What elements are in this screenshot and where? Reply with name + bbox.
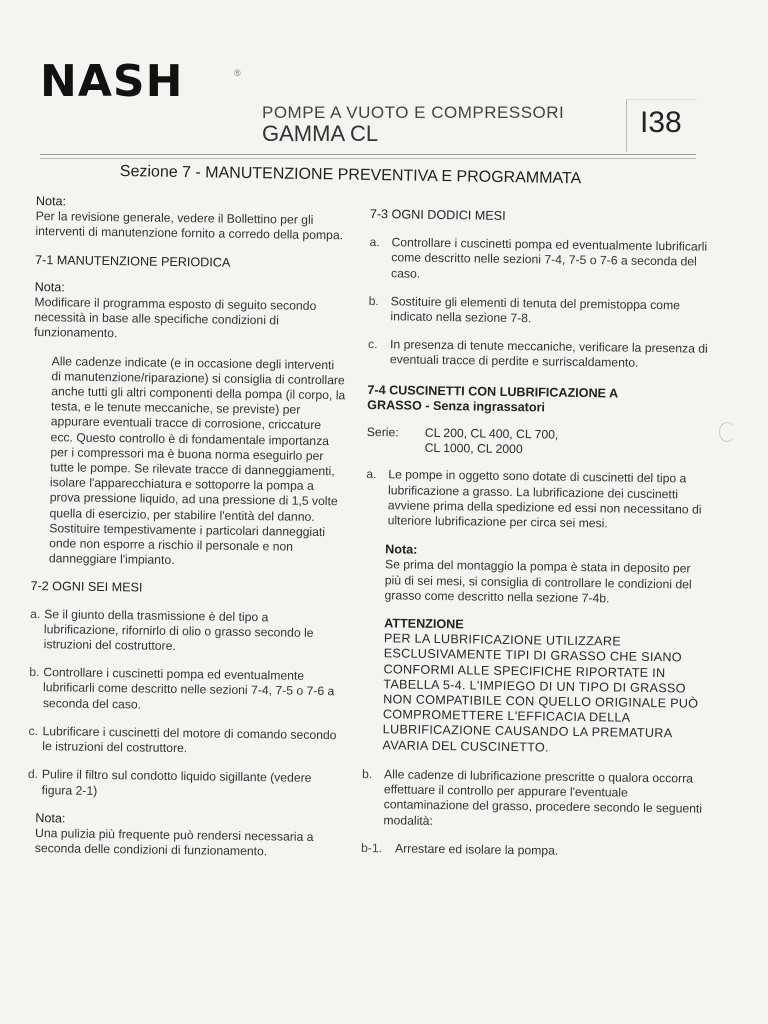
note-block	[27, 811, 340, 861]
note-label: Nota:	[34, 279, 65, 295]
header-rule	[40, 154, 696, 155]
list-7-3	[368, 235, 715, 372]
list-item-text: Controllare i cuscinetti pompa ed eventualmente lubrificarli come descritto nelle sezioni 7-4, 7-5 o 7-6 a seconda del caso.	[42, 665, 335, 712]
list-item	[28, 767, 340, 802]
list-item	[361, 841, 706, 861]
list-item-label: b-1.	[360, 840, 383, 855]
series-label: Serie:	[366, 425, 399, 440]
list-item-label: a.	[366, 467, 377, 482]
warning-label: ATTENZIONE	[384, 616, 464, 632]
list-item	[368, 294, 713, 329]
list-item-text: Pulire il filtro sul condotto liquido sigillante (vedere figura 2-1)	[41, 767, 312, 798]
header-subtitle-line1: POMPE A VUOTO E COMPRESSORI	[262, 103, 565, 122]
list-item	[369, 235, 715, 285]
list-item	[28, 724, 340, 759]
doc-number: I38	[640, 106, 682, 139]
list-item-text: In presenza di tenute meccaniche, verificare la presenza di eventuali tracce di perdite e surriscaldamento.	[389, 337, 708, 371]
list-item-text: Lubrificare i cuscinetti del motore di comando secondo le istruzioni del costruttore.	[42, 724, 337, 756]
header-rule-secondary	[40, 158, 696, 159]
list-item-text: Alle cadenze di lubrificazione prescritte o qualora occorra effettuare il controllo per appurare l'eventuale contaminazione del grasso, procedere secondo le seguenti modalità:	[383, 767, 703, 828]
right-column	[361, 207, 715, 861]
list-item-label: c.	[367, 337, 378, 352]
series-row	[367, 425, 712, 460]
paragraph-7-1: Alle cadenze indicate (e in occasione degli interventi di manutenzione/riparazione) si consiglia di controllare anche tutti gli altri componenti della pompa (il corpo, la testa, e le tenute meccaniche, se previste) per appurare eventuali tracce di corrosione, criccature ecc. Questo controllo è di fondamentale importanza per i compressori ma è buona norma eseguirlo per tutte le pompe. Se rilevate tracce di danneggiamenti, isolare l'apparecchiatura e sottoporre la pompa a prova pressione liquido, ad una pressione di 1,5 volte quella di esercizio, per stabilire l'entità del danno. Sostituire tempestivamente i particolari danneggiati onde non esporre a rischio il personale e non danneggiare l'impianto.	[48, 353, 346, 568]
heading-7-3: 7-3 OGNI DODICI MESI	[369, 207, 506, 223]
list-item	[361, 767, 707, 833]
note-text: Una pulizia più frequente può rendersi necessaria a seconda delle condizioni di funzionamento.	[34, 825, 314, 859]
list-item	[366, 467, 712, 533]
header-subtitle-line2: GAMMA CL	[262, 121, 379, 146]
list-item-label: b.	[361, 766, 373, 781]
list-item-text: Se il giunto della trasmissione è del tipo a lubrificazione, rifornirlo di olio o grasso secondo le istruzioni del costruttore.	[43, 606, 314, 654]
note-text: Per la revisione generale, vedere il Bollettino per gli interventi di manutenzione fornito a corredo della pompa.	[35, 209, 344, 243]
scan-edge-mark	[719, 422, 735, 442]
nash-logo: NASH	[40, 56, 184, 107]
list-item	[368, 337, 713, 372]
list-item-label: a.	[30, 606, 41, 621]
list-item-label: b.	[368, 293, 379, 308]
list-item-label: a.	[369, 235, 380, 250]
left-column	[27, 194, 348, 861]
heading-7-4-line2: GRASSO - Senza ingrassatori	[367, 397, 546, 415]
heading-7-1: 7-1 MANUTENZIONE PERIODICA	[34, 252, 231, 270]
warning-text: PER LA LUBRIFICAZIONE UTILIZZARE ESCLUSIVAMENTE TIPI DI GRASSO CHE SIANO CONFORMI ALLE SPECIFICHE RIPORTATE IN TABELLA 5-4. L'IMPIEGO DI UN TIPO DI GRASSO NON COMPATIBILE CON QUELLO ORIGINALE PUÒ COMPROMETTERE L'EFFICACIA DELLA LUBRIFICAZIONE CAUSANDO LA PREMATURA AVARIA DEL CUSCINETTO.	[382, 631, 699, 755]
list-item-label: c.	[28, 723, 39, 738]
list-item	[29, 665, 342, 715]
note-label: Nota:	[35, 810, 66, 826]
list-item-text: Arrestare ed isolare la pompa.	[394, 841, 559, 858]
note-text: Se prima del montaggio la pompa è stata in deposito per più di sei mesi, si consiglia di controllare le condizioni del grasso come descritto nella sezione 7-4b.	[384, 557, 692, 606]
section-title: Sezione 7 - MANUTENZIONE PREVENTIVA E PROGRAMMATA	[119, 163, 582, 188]
registered-mark: ®	[234, 68, 241, 78]
list-item-text: Controllare i cuscinetti pompa ed eventualmente lubrificarli come descritto nelle sezioni 7-4, 7-5 o 7-6 a seconda del caso.	[390, 235, 708, 281]
list-item-text: Sostituire gli elementi di tenuta del premistoppa come indicato nella sezione 7-8.	[390, 294, 681, 326]
series-values-line1: CL 200, CL 400, CL 700,	[424, 425, 559, 442]
note-block	[362, 542, 710, 757]
note-text: Modificare il programma esposto di seguito secondo necessità in base alle specifiche condizioni di funzionamento.	[33, 295, 317, 341]
series-values	[425, 426, 559, 458]
note-label: Nota:	[385, 542, 418, 557]
note-label: Nota:	[35, 194, 67, 209]
heading-7-4-line1: 7-4 CUSCINETTI CON LUBRIFICAZIONE A	[367, 382, 619, 401]
list-7-2	[28, 607, 343, 802]
heading-7-2: 7-2 OGNI SEI MESI	[30, 579, 143, 595]
list-item-text: Le pompe in oggetto sono dotate di cuscinetti del tipo a lubrificazione a grasso. La lubrificazione dei cuscinetti avviene prima della spedizione ed essi non necessitano di ulteriore lubrificazione per circa sei mesi.	[387, 467, 702, 531]
list-item-label: d.	[27, 767, 39, 782]
list-item-label: b.	[29, 665, 40, 680]
list-item	[30, 607, 343, 657]
series-values-line2: CL 1000, CL 2000	[424, 441, 523, 457]
